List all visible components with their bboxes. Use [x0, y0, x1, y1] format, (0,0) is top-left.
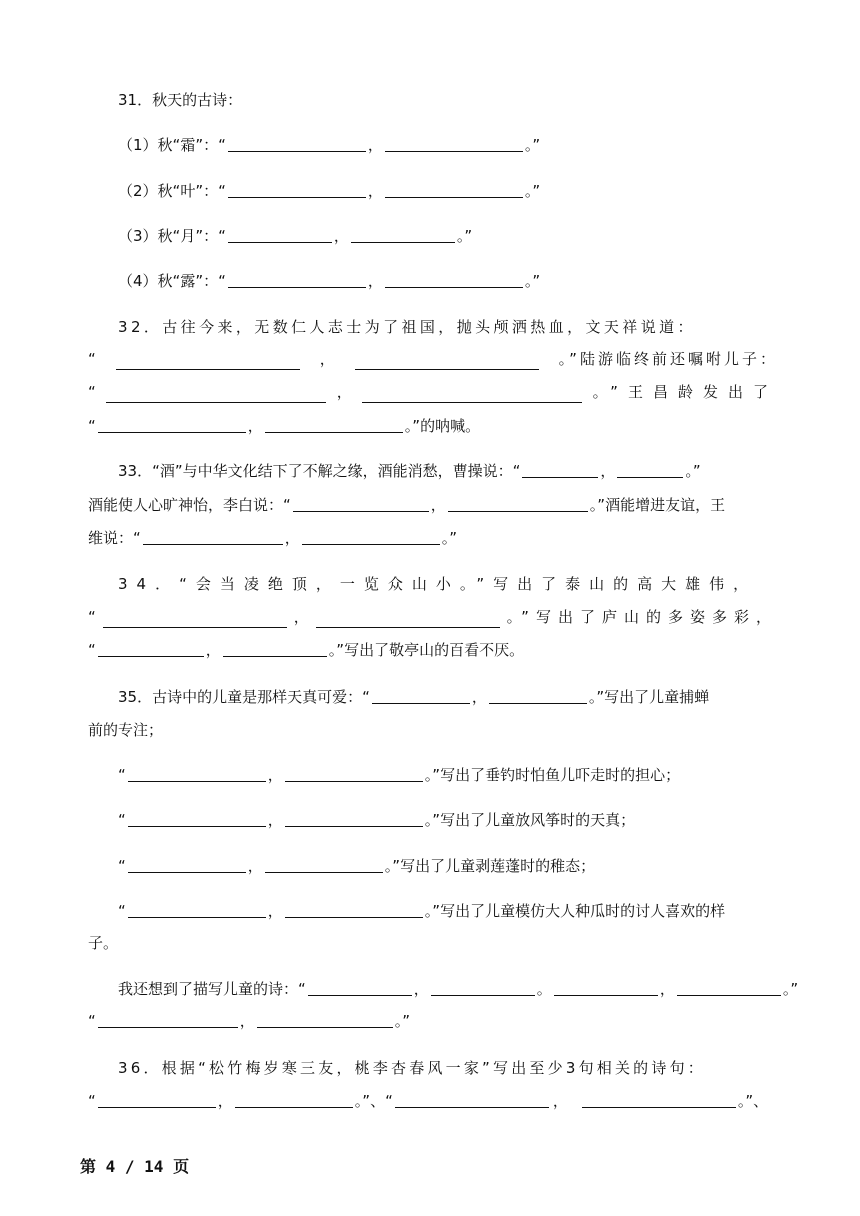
q34-line-3: “ ， 。”写出了敬亭山的百看不厌。: [88, 641, 525, 659]
q35-item-4: “ ， 。”写出了儿童模仿大人种瓜时的讨人喜欢的样: [118, 902, 726, 920]
page-number: 第 4 / 14 页: [80, 1157, 190, 1176]
q35-line-1: 35．古诗中的儿童是那样天真可爱：“ ， 。”写出了儿童捕蝉: [118, 688, 710, 706]
q32-line-3: “ ， 。”王昌龄发出了: [88, 383, 778, 401]
q31-item-3: （3）秋“月”：“ ， 。”: [118, 227, 473, 245]
q35-item-3: “ ， 。”写出了儿童剥莲蓬时的稚态；: [118, 857, 596, 875]
q33-line-1: 33．“酒”与中华文化结下了不解之缘，酒能消愁，曹操说：“ ， 。”: [118, 462, 701, 480]
q32-line-4: “ ， 。”的呐喊。: [88, 417, 481, 435]
q36-line-2: “ ， 。”、“ ， 。”、: [88, 1092, 769, 1110]
q35-extra-line-2: “ ， 。”: [88, 1012, 411, 1030]
q33-line-3: 维说：“ ， 。”: [88, 529, 458, 547]
q31-item-4: （4）秋“露”：“ ， 。”: [118, 272, 541, 290]
q34-line-2: “ ， 。”写出了庐山的多姿多彩，: [88, 608, 778, 626]
q32-line-2: “ ， 。”陆游临终前还嘱咐儿子：: [88, 350, 778, 368]
q31-title: 31．秋天的古诗：: [118, 91, 243, 109]
q35-item-1: “ ， 。”写出了垂钓时怕鱼儿吓走时的担心；: [118, 766, 681, 784]
q35-line-2: 前的专注；: [88, 721, 164, 739]
q31-item-1: （1）秋“霜”：“ ， 。”: [118, 136, 541, 154]
q32-line-1: 32．古往今来，无数仁人志士为了祖国，抛头颅洒热血，文天祥说道：: [118, 318, 696, 336]
q36-line-1: 36．根据“松竹梅岁寒三友，桃李杏春风一家”写出至少3句相关的诗句：: [118, 1059, 706, 1077]
q33-line-2: 酒能使人心旷神怡，李白说：“ ， 。”酒能增进友谊，王: [88, 496, 726, 514]
q35-item-4-continuation: 子。: [88, 934, 119, 952]
q34-line-1: 34．“会当凌绝顶，一览众山小。”写出了泰山的高大雄伟，: [118, 575, 758, 593]
q31-item-2: （2）秋“叶”：“ ， 。”: [118, 182, 541, 200]
q35-extra-line-1: 我还想到了描写儿童的诗：“ ， 。 ， 。”: [118, 980, 799, 998]
q35-item-2: “ ， 。”写出了儿童放风筝时的天真；: [118, 811, 636, 829]
